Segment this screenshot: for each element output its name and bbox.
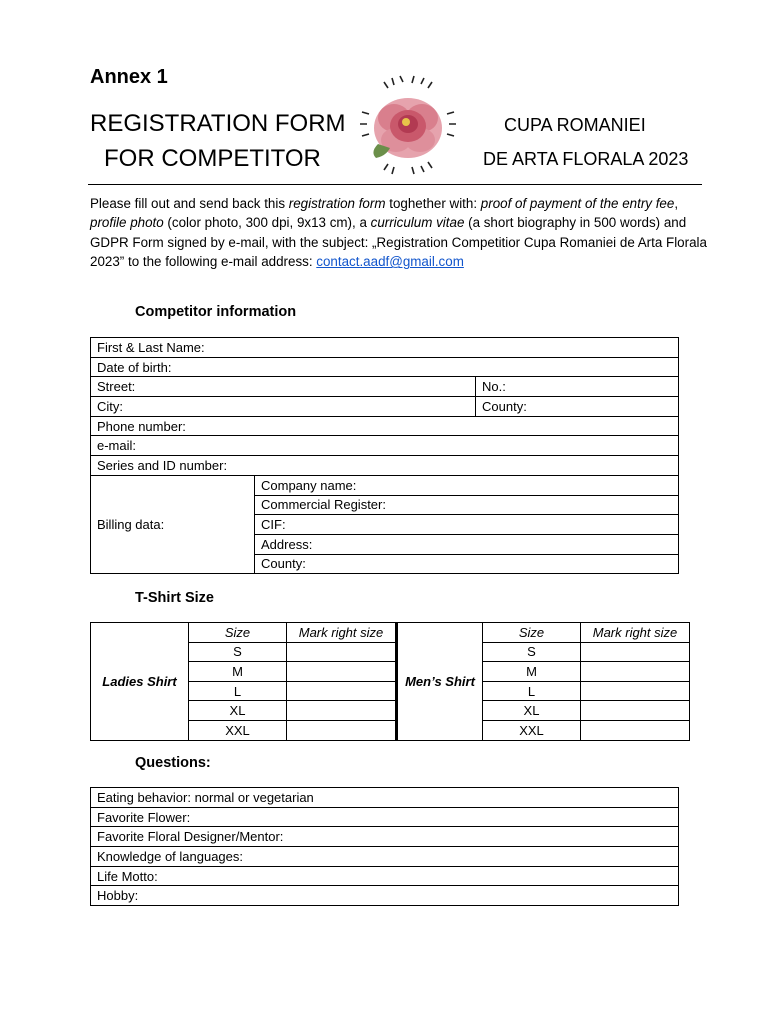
ladies-size-cell: M	[189, 662, 287, 682]
city-field[interactable]: City:	[91, 397, 476, 417]
mens-size-cell: XXL	[483, 720, 581, 740]
ladies-mark-cell[interactable]	[287, 681, 397, 701]
tshirt-size-table	[90, 622, 690, 741]
question-languages[interactable]: Knowledge of languages:	[91, 847, 679, 867]
peony-flower-logo-icon	[354, 72, 462, 180]
questions-section-heading: Questions:	[135, 755, 211, 771]
mens-mark-cell[interactable]	[581, 642, 690, 662]
ladies-mark-header: Mark right size	[287, 623, 397, 643]
instructions-paragraph: Please fill out and send back this registration form toghether with: proof of payment of the entry fee, profile photo (color photo, 300 dpi, 9x13 cm), a curriculum vitae (a short biography in 500 words) and GDPR Form signed by e-mail, with the subject: „Registration Competitior Cupa Romaniei de Arta Florala 2023” to the following e-mail address: contact.aadf@gmail.com	[90, 196, 707, 270]
ladies-size-cell: L	[189, 681, 287, 701]
ladies-shirt-label: Ladies Shirt	[91, 623, 189, 741]
contact-email-link[interactable]: contact.aadf@gmail.com	[316, 254, 464, 270]
questions-table	[90, 787, 679, 906]
date-of-birth-field[interactable]: Date of birth:	[91, 357, 679, 377]
company-name-field[interactable]: Company name:	[255, 475, 679, 495]
mens-mark-cell[interactable]	[581, 701, 690, 721]
billing-address-field[interactable]: Address:	[255, 534, 679, 554]
question-eating-behavior[interactable]: Eating behavior: normal or vegetarian	[91, 788, 679, 808]
question-favorite-designer[interactable]: Favorite Floral Designer/Mentor:	[91, 827, 679, 847]
mens-mark-cell[interactable]	[581, 681, 690, 701]
header-divider	[88, 184, 702, 185]
annex-label: Annex 1	[90, 66, 168, 88]
mens-size-header: Size	[483, 623, 581, 643]
mens-size-cell: S	[483, 642, 581, 662]
mens-mark-cell[interactable]	[581, 720, 690, 740]
question-hobby[interactable]: Hobby:	[91, 886, 679, 906]
county-field[interactable]: County:	[476, 397, 679, 417]
form-title-line-2: FOR COMPETITOR	[104, 145, 321, 172]
street-number-field[interactable]: No.:	[476, 377, 679, 397]
event-title-line-2: DE ARTA FLORALA 2023	[483, 149, 689, 169]
street-field[interactable]: Street:	[91, 377, 476, 397]
first-last-name-field[interactable]: First & Last Name:	[91, 338, 679, 358]
ladies-mark-cell[interactable]	[287, 701, 397, 721]
form-title-line-1: REGISTRATION FORM	[90, 110, 346, 137]
ladies-mark-cell[interactable]	[287, 662, 397, 682]
billing-county-field[interactable]: County:	[255, 554, 679, 574]
question-favorite-flower[interactable]: Favorite Flower:	[91, 807, 679, 827]
mens-size-cell: XL	[483, 701, 581, 721]
phone-number-field[interactable]: Phone number:	[91, 416, 679, 436]
competitor-section-heading: Competitor information	[135, 304, 297, 320]
ladies-size-cell: XL	[189, 701, 287, 721]
mens-mark-cell[interactable]	[581, 662, 690, 682]
commercial-register-field[interactable]: Commercial Register:	[255, 495, 679, 515]
email-field[interactable]: e-mail:	[91, 436, 679, 456]
ladies-mark-cell[interactable]	[287, 642, 397, 662]
ladies-size-cell: S	[189, 642, 287, 662]
ladies-mark-cell[interactable]	[287, 720, 397, 740]
question-life-motto[interactable]: Life Motto:	[91, 866, 679, 886]
ladies-size-header: Size	[189, 623, 287, 643]
ladies-size-cell: XXL	[189, 720, 287, 740]
competitor-info-table	[90, 337, 679, 574]
tshirt-section-heading: T-Shirt Size	[135, 590, 214, 606]
mens-shirt-label: Men’s Shirt	[397, 623, 483, 741]
mens-mark-header: Mark right size	[581, 623, 690, 643]
cif-field[interactable]: CIF:	[255, 515, 679, 535]
billing-data-label: Billing data:	[91, 475, 255, 573]
event-title-line-1: CUPA ROMANIEI	[504, 115, 646, 135]
mens-size-cell: M	[483, 662, 581, 682]
mens-size-cell: L	[483, 681, 581, 701]
id-number-field[interactable]: Series and ID number:	[91, 456, 679, 476]
